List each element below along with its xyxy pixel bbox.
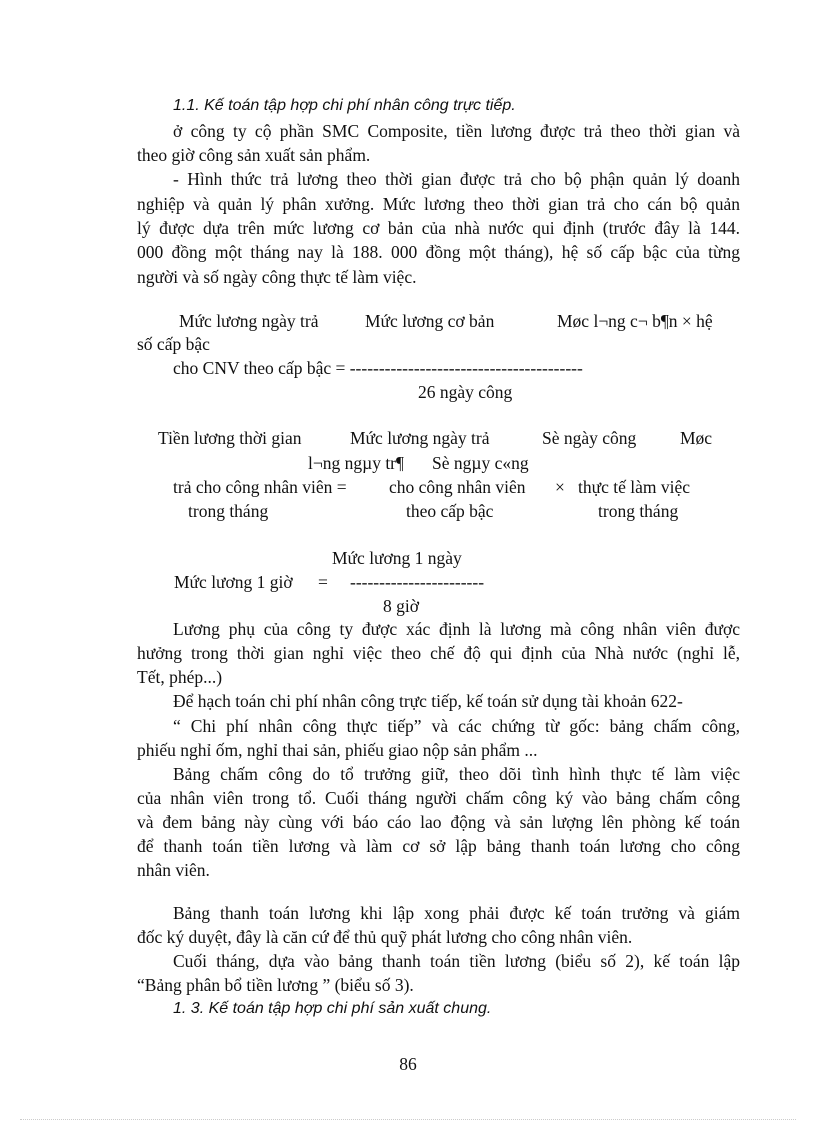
paragraph-line: ở công ty cộ phần SMC Composite, tiền lương được trả theo thời gian và <box>173 121 740 141</box>
fraction-bar: ----------------------- <box>350 572 485 592</box>
paragraph-line: - Hình thức trả lương theo thời gian được trả cho bộ phận quản lý doanh <box>173 169 740 189</box>
paragraph-line: Lương phụ của công ty được xác định là lương mà công nhân viên được <box>173 619 740 639</box>
formula-text: Mức lương 1 ngày <box>332 548 462 568</box>
formula-text: trong tháng <box>188 501 269 521</box>
formula-text: theo cấp bậc <box>406 501 494 521</box>
formula-text: Tiền lương thời gian <box>158 428 302 448</box>
formula-text: cho CNV theo cấp bậc = <box>173 358 350 378</box>
fraction-bar: ---------------------------------------- <box>349 358 583 378</box>
section-heading: 1. 3. Kế toán tập hợp chi phí sản xuất chung. <box>173 1000 492 1017</box>
section-heading: 1.1. Kế toán tập hợp chi phí nhân công trực tiếp. <box>173 97 516 114</box>
formula-text: Møc <box>680 428 713 448</box>
formula-text: thực tế làm việc <box>578 477 691 497</box>
formula-text: Sè ngày công <box>542 428 637 448</box>
formula-text: trả cho công nhân viên = <box>173 477 347 497</box>
page-number: 86 <box>399 1054 417 1074</box>
formula-text: Mức lương 1 giờ <box>174 572 293 592</box>
formula-text: trong tháng <box>598 501 679 521</box>
paragraph-line: theo giờ công sản xuất sản phẩm. <box>137 145 371 165</box>
paragraph-line: Tết, phép...) <box>137 667 223 687</box>
paragraph-line: “ Chi phí nhân công thực tiếp” và các chứng từ gốc: bảng chấm công, <box>173 716 740 736</box>
formula-text: số cấp bậc <box>137 334 210 354</box>
formula-text: cho công nhân viên <box>389 477 526 497</box>
paragraph-line: của nhân viên trong tổ. Cuối tháng người chấm công ký vào bảng chấm công <box>137 788 740 808</box>
paragraph-line: “Bảng phân bổ tiền lương ” (biểu số 3). <box>137 975 414 995</box>
formula-text: Sè ngµy c«ng <box>432 453 529 473</box>
paragraph-line: Cuối tháng, dựa vào bảng thanh toán tiền lương (biểu số 2), kế toán lập <box>173 951 740 971</box>
paragraph-line: hưởng trong thời gian nghỉ việc theo chế độ qui định của Nhà nước (nghỉ lễ, <box>137 643 740 663</box>
formula-text: l¬ng ngµy tr¶ <box>308 453 404 473</box>
formula-lhs <box>173 356 583 380</box>
formula-text: Mức lương ngày trả <box>350 428 490 448</box>
paragraph-line: Bảng chấm công do tổ trưởng giữ, theo dõi tình hình thực tế làm việc <box>173 764 740 784</box>
paragraph-line: đốc ký duyệt, đây là căn cứ để thủ quỹ phát lương cho công nhân viên. <box>137 927 633 947</box>
paragraph-line: 000 đồng một tháng nay là 188. 000 đồng một tháng), hệ số cấp bậc của từng <box>137 242 740 262</box>
formula-text: Møc l¬ng c¬ b¶n × hệ <box>557 311 713 331</box>
paragraph-line: lý được dựa trên mức lương cơ bản của nhà nước qui định (trước đây là 144. <box>137 218 740 238</box>
paragraph-line: và đem bảng này cùng với báo cáo lao động và sản lượng lên phòng kế toán <box>137 812 740 832</box>
formula-text: 8 giờ <box>383 596 419 616</box>
formula-text: 26 ngày công <box>418 382 513 402</box>
formula-text: Mức lương ngày trả <box>179 311 319 331</box>
paragraph-line: nhân viên. <box>137 860 210 880</box>
equals-sign: = <box>318 572 328 592</box>
multiply-sign: × <box>555 477 565 497</box>
paragraph-line: phiếu nghỉ ốm, nghỉ thai sản, phiếu giao nộp sản phẩm ... <box>137 740 538 760</box>
paragraph-line: Để hạch toán chi phí nhân công trực tiếp, kế toán sử dụng tài khoản 622- <box>173 691 683 711</box>
page-divider <box>20 1119 796 1120</box>
formula-text: Mức lương cơ bản <box>365 311 495 331</box>
paragraph-line: người và số ngày công thực tế làm việc. <box>137 267 417 287</box>
paragraph-line: Bảng thanh toán lương khi lập xong phải được kế toán trưởng và giám <box>173 903 740 923</box>
paragraph-line: nghiệp và quản lý phân xưởng. Mức lương theo thời gian trả cho cán bộ quản <box>137 194 740 214</box>
paragraph-line: để thanh toán tiền lương và làm cơ sở lập bảng thanh toán lương cho công <box>137 836 740 856</box>
